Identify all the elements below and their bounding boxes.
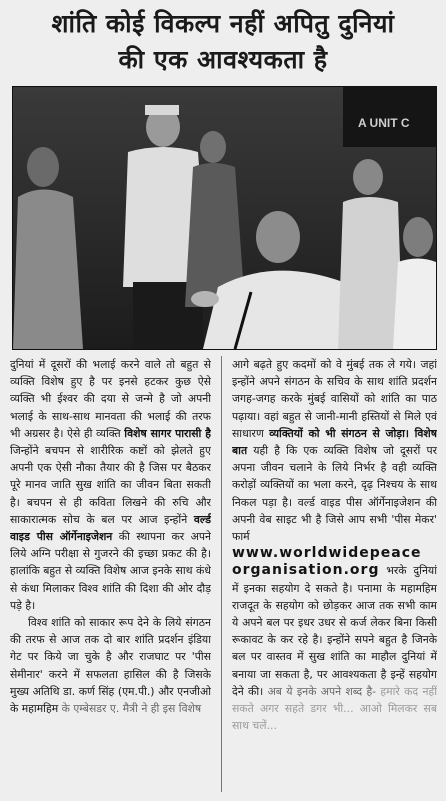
- news-photo: [12, 86, 437, 350]
- right-p1-text-b: यही है कि एक व्यक्ति विशेष जो दूसरों पर अपना जीवन चलाने के लिये निर्भर है वही व्यक्ति करोड़ों व्यक्तियों का भला करने, दृढ़ निश्चय के साथ निकल पड़ा है। वर्ल्ड वाइड पीस ऑर्गेनाइजेशन की अपनी वेब साइट भी है जिसे आप सभी 'पीस मेकर' फार्म: [232, 444, 437, 544]
- left-paragraph-2: [10, 614, 211, 717]
- column-divider: [221, 356, 222, 792]
- headline-line-1: शांति कोई विकल्प नहीं अपितु दुनियां: [51, 9, 395, 38]
- article-left-column: [10, 356, 211, 796]
- headline-line-2: की एक आवश्यकता है: [118, 45, 328, 74]
- left-p1-text-b: जिन्होंने बचपन से शारीरिक कष्टों को झेलते हुए अपनी एक ऐसी नौका तैयार की है जिस पर बैठकर पूरे मानव जाति सुख शांति का जीवन बिता सकती है। बचपन से ही कविता लिखने की रुचि और साकारात्मक सोच के बल पर आज इन्होंने: [10, 444, 211, 526]
- headline: [6, 6, 440, 78]
- left-paragraph-1: [10, 356, 211, 614]
- right-paragraph-1: [232, 356, 437, 734]
- left-p1-text-c: की स्थापना कर अपने लिये अग्नि परीक्षा से गुजरने की इच्छा प्रकट की है। हालांकि बहुत से व्यक्ति विशेष आज इनके साथ कंधे से कंधा मिलाकर विश्व शांति की दिशा की ओर दौड़ पड़े है।: [10, 530, 211, 612]
- website-url-line-1: www.worldwidepeace: [232, 545, 422, 562]
- right-p1-faded-text: अब ये इनके अपने शब्द है-: [267, 684, 377, 698]
- banner-text: A UNIT C: [358, 116, 410, 130]
- news-photo-image: [13, 87, 436, 349]
- right-p1-text-a: आगे बढ़ते हुए कदमों को वे मुंबई तक ले गये। जहां इन्होंने अपने संगठन के सचिव के साथ शांति प्रदर्शन जगह-जगह करके मुंबई वासियों को शांति का पाठ पढ़ाया। वहां बहुत से जानी-मानी हस्तियों से मिले एवं साधारण: [232, 358, 437, 440]
- website-url-line-2: organisation.org: [232, 562, 380, 579]
- left-p2-faded-text: के एम्बेसडर ए. मैत्री ने ही इस विशेष: [61, 702, 202, 716]
- right-p1-text-c: भरके दुनियां में इनका सहयोग दे सकते है। पनामा के महामहिम राजदूत के सहयोग को छोड़कर आज तक सभी काम ये अपने बल पर इधर उधर से कर्ज लेकर बिना किसी रूकावट के कर रहे है। इन्होंने सपने बहुत है जिनके बल पर वास्तव में सुख शांति का माहौल दुनियां में बनाया जा सकता है, पर आवश्यकता है इन्हें सहयोग देने की।: [232, 564, 437, 698]
- left-p1-bold-org: वर्ल्ड वाइड पीस ऑर्गेनाइजेशन: [10, 512, 211, 544]
- left-p1-bold: विशेष सागर पारासी है: [124, 426, 211, 440]
- left-p2-text: विश्व शांति को साकार रूप देने के लिये संगठन की तरफ से आज तक दो बार शांति प्रदर्शन इंडिया गेट पर किये जा चुके है और राजघाट पर 'पीस सेमीनार' करने में सफलता हासिल की है जिसके मुख्य अतिथि डा. कर्ण सिंह (एम.पी.) और एनजीओ के महामहिम: [10, 616, 211, 716]
- right-p1-very-faded-text: हमारे कद नहीं सकते अगर सहते डगर भी... आओ मिलकर सब साथ चलें...: [232, 684, 437, 733]
- article-right-column: [232, 356, 437, 796]
- right-p1-bold: व्यक्तियों को भी संगठन से जोड़ा। विशेष बात: [232, 426, 437, 458]
- left-p1-text-a: दुनियां में दूसरों की भलाई करने वाले तो बहुत से व्यक्ति विशेष हुए है पर इनसे हटकर कुछ ऐसे व्यक्ति भी ईश्वर की दया से जन्मे है जो अपनी भलाई के साथ-साथ मानवता की भलाई की तरफ भी अग्रसर है। ऐसे ही व्यक्ति: [10, 358, 211, 440]
